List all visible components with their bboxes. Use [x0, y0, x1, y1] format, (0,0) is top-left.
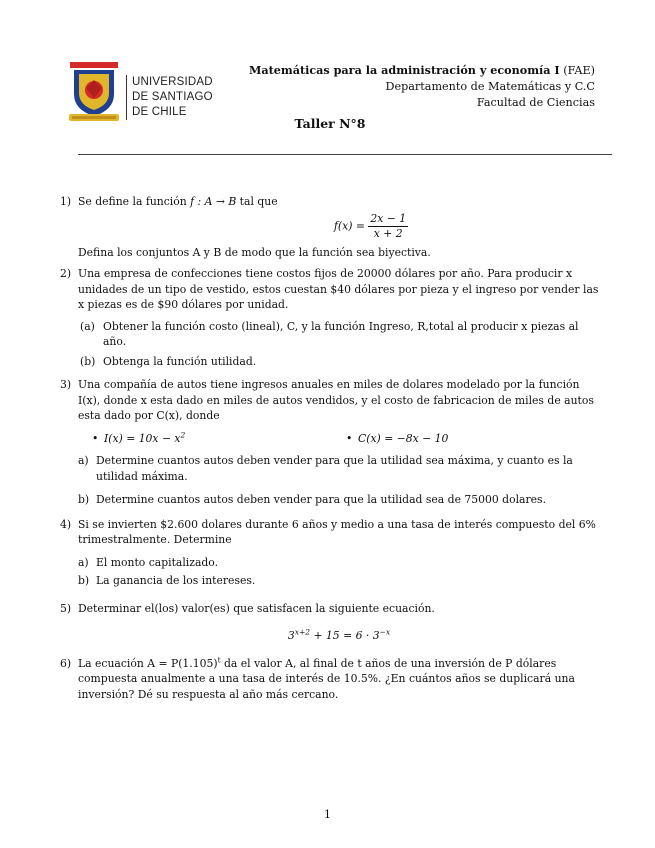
subpart-text: Obtener la función costo (lineal), C, y la función Ingreso, R,total al producir x piezas al año.	[103, 319, 579, 348]
problem-4	[60, 517, 600, 589]
problem-text	[78, 194, 600, 210]
subpart-label: a)	[78, 555, 89, 569]
equation-lhs: f(x) =	[333, 219, 369, 232]
equation-middle: + 15 = 6 · 3	[310, 629, 380, 642]
problem-6-text-start: La ecuación A = P(1.105)	[78, 656, 218, 670]
university-line-2: DE SANTIAGO	[132, 91, 213, 103]
problem-number: 5)	[60, 601, 72, 615]
subpart-text: La ganancia de los intereses.	[96, 574, 256, 587]
course-header	[249, 62, 595, 111]
equation-base: 3	[287, 629, 295, 642]
revenue-function	[92, 431, 346, 447]
page-title: Taller N°8	[294, 116, 366, 131]
subpart-b	[78, 492, 600, 508]
subpart-text: El monto capitalizado.	[96, 555, 219, 569]
course-code: (FAE)	[559, 64, 595, 77]
problem-number: 1)	[60, 195, 72, 208]
problem-1	[60, 194, 600, 260]
problem-number: 4)	[60, 517, 72, 531]
problem-text: Una empresa de confecciones tiene costos fijos de 20000 dólares por año. Para producir x unidades de un tipo de vestido, estos cuestan $40 dólares por pieza y el ingreso por vender las x piezas es de $90 dólares por unidad.	[78, 267, 599, 311]
subpart-a	[78, 319, 600, 350]
subpart-text: Determine cuantos autos deben vender para que la utilidad sea de 75000 dolares.	[96, 493, 547, 506]
university-line-3: DE CHILE	[132, 106, 187, 118]
fraction-denominator: x + 2	[373, 226, 403, 240]
subpart-a	[78, 555, 600, 571]
revenue-exponent: 2	[180, 429, 186, 439]
equation-exponent-2: −x	[379, 627, 391, 637]
fraction-numerator: 2x − 1	[370, 211, 407, 225]
problem-1-intro-end: tal que	[236, 195, 278, 208]
problem-text: Defina los conjuntos A y B de modo que la función sea biyectiva.	[78, 245, 431, 259]
function-list	[78, 431, 600, 447]
problem-number: 3)	[60, 378, 72, 391]
department-name: Departamento de Matemáticas y C.C	[385, 80, 595, 93]
subpart-a	[78, 453, 600, 484]
problem-2	[60, 266, 600, 369]
course-name: Matemáticas para la administración y economía I	[248, 63, 560, 77]
problem-text: Determinar el(los) valor(es) que satisfacen la siguiente ecuación.	[78, 601, 435, 615]
faculty-name: Facultad de Ciencias	[476, 96, 595, 109]
display-equation	[142, 212, 600, 241]
page-number: 1	[324, 808, 331, 821]
problem-text: Una compañía de autos tiene ingresos anuales en miles de dolares modelado por la función I(x), donde x esta dado en miles de autos vendidos, y el costo de fabricacion de miles de autos esta dado por C(x), donde	[78, 378, 594, 422]
subpart-b	[78, 354, 600, 370]
problem-6-exponent: t	[217, 654, 221, 664]
subpart-text: Obtenga la función utilidad.	[103, 354, 257, 368]
subpart-label: (b)	[80, 354, 96, 368]
header-divider	[78, 154, 612, 155]
university-crest-logo	[66, 60, 122, 126]
problem-1-intro: Se define la función	[78, 195, 191, 208]
problem-3	[60, 377, 600, 508]
university-line-1: UNIVERSIDAD	[132, 76, 213, 88]
cost-function: • C(x) = −8x − 10	[346, 431, 600, 447]
problem-text: Si se invierten $2.600 dolares durante 6 años y medio a una tasa de interés compuesto del 6% trimestralmente. Determine	[78, 517, 596, 546]
problem-6	[60, 656, 600, 703]
problem-6-text-end: da el valor A, al final de t años de una inversión de P dólares compuesta anualmente a una tasa de interés de 10.5%. ¿En cuántos años se duplicará una inversión? Dé su respuesta al año más cercano.	[78, 656, 575, 701]
university-name	[126, 75, 213, 120]
problem-5	[60, 601, 600, 644]
fraction	[368, 212, 408, 241]
course-title	[249, 62, 595, 79]
subpart-label: b)	[78, 493, 90, 506]
equation-exponent-1: x+2	[294, 627, 311, 637]
revenue-formula: I(x) = 10x − x	[104, 431, 181, 445]
problem-number: 2)	[60, 267, 72, 280]
function-signature: f : A → B	[190, 195, 237, 208]
subpart-text: Determine cuantos autos deben vender para que la utilidad sea máxima, y cuanto es la utilidad máxima.	[96, 454, 573, 483]
subpart-label: (a)	[80, 319, 95, 333]
problem-number: 6)	[60, 656, 72, 670]
subpart-label: a)	[78, 454, 89, 467]
subpart-b	[78, 573, 600, 589]
problem-list	[60, 194, 600, 702]
display-equation	[78, 628, 600, 644]
problem-text	[78, 656, 600, 703]
subpart-label: b)	[78, 574, 90, 587]
